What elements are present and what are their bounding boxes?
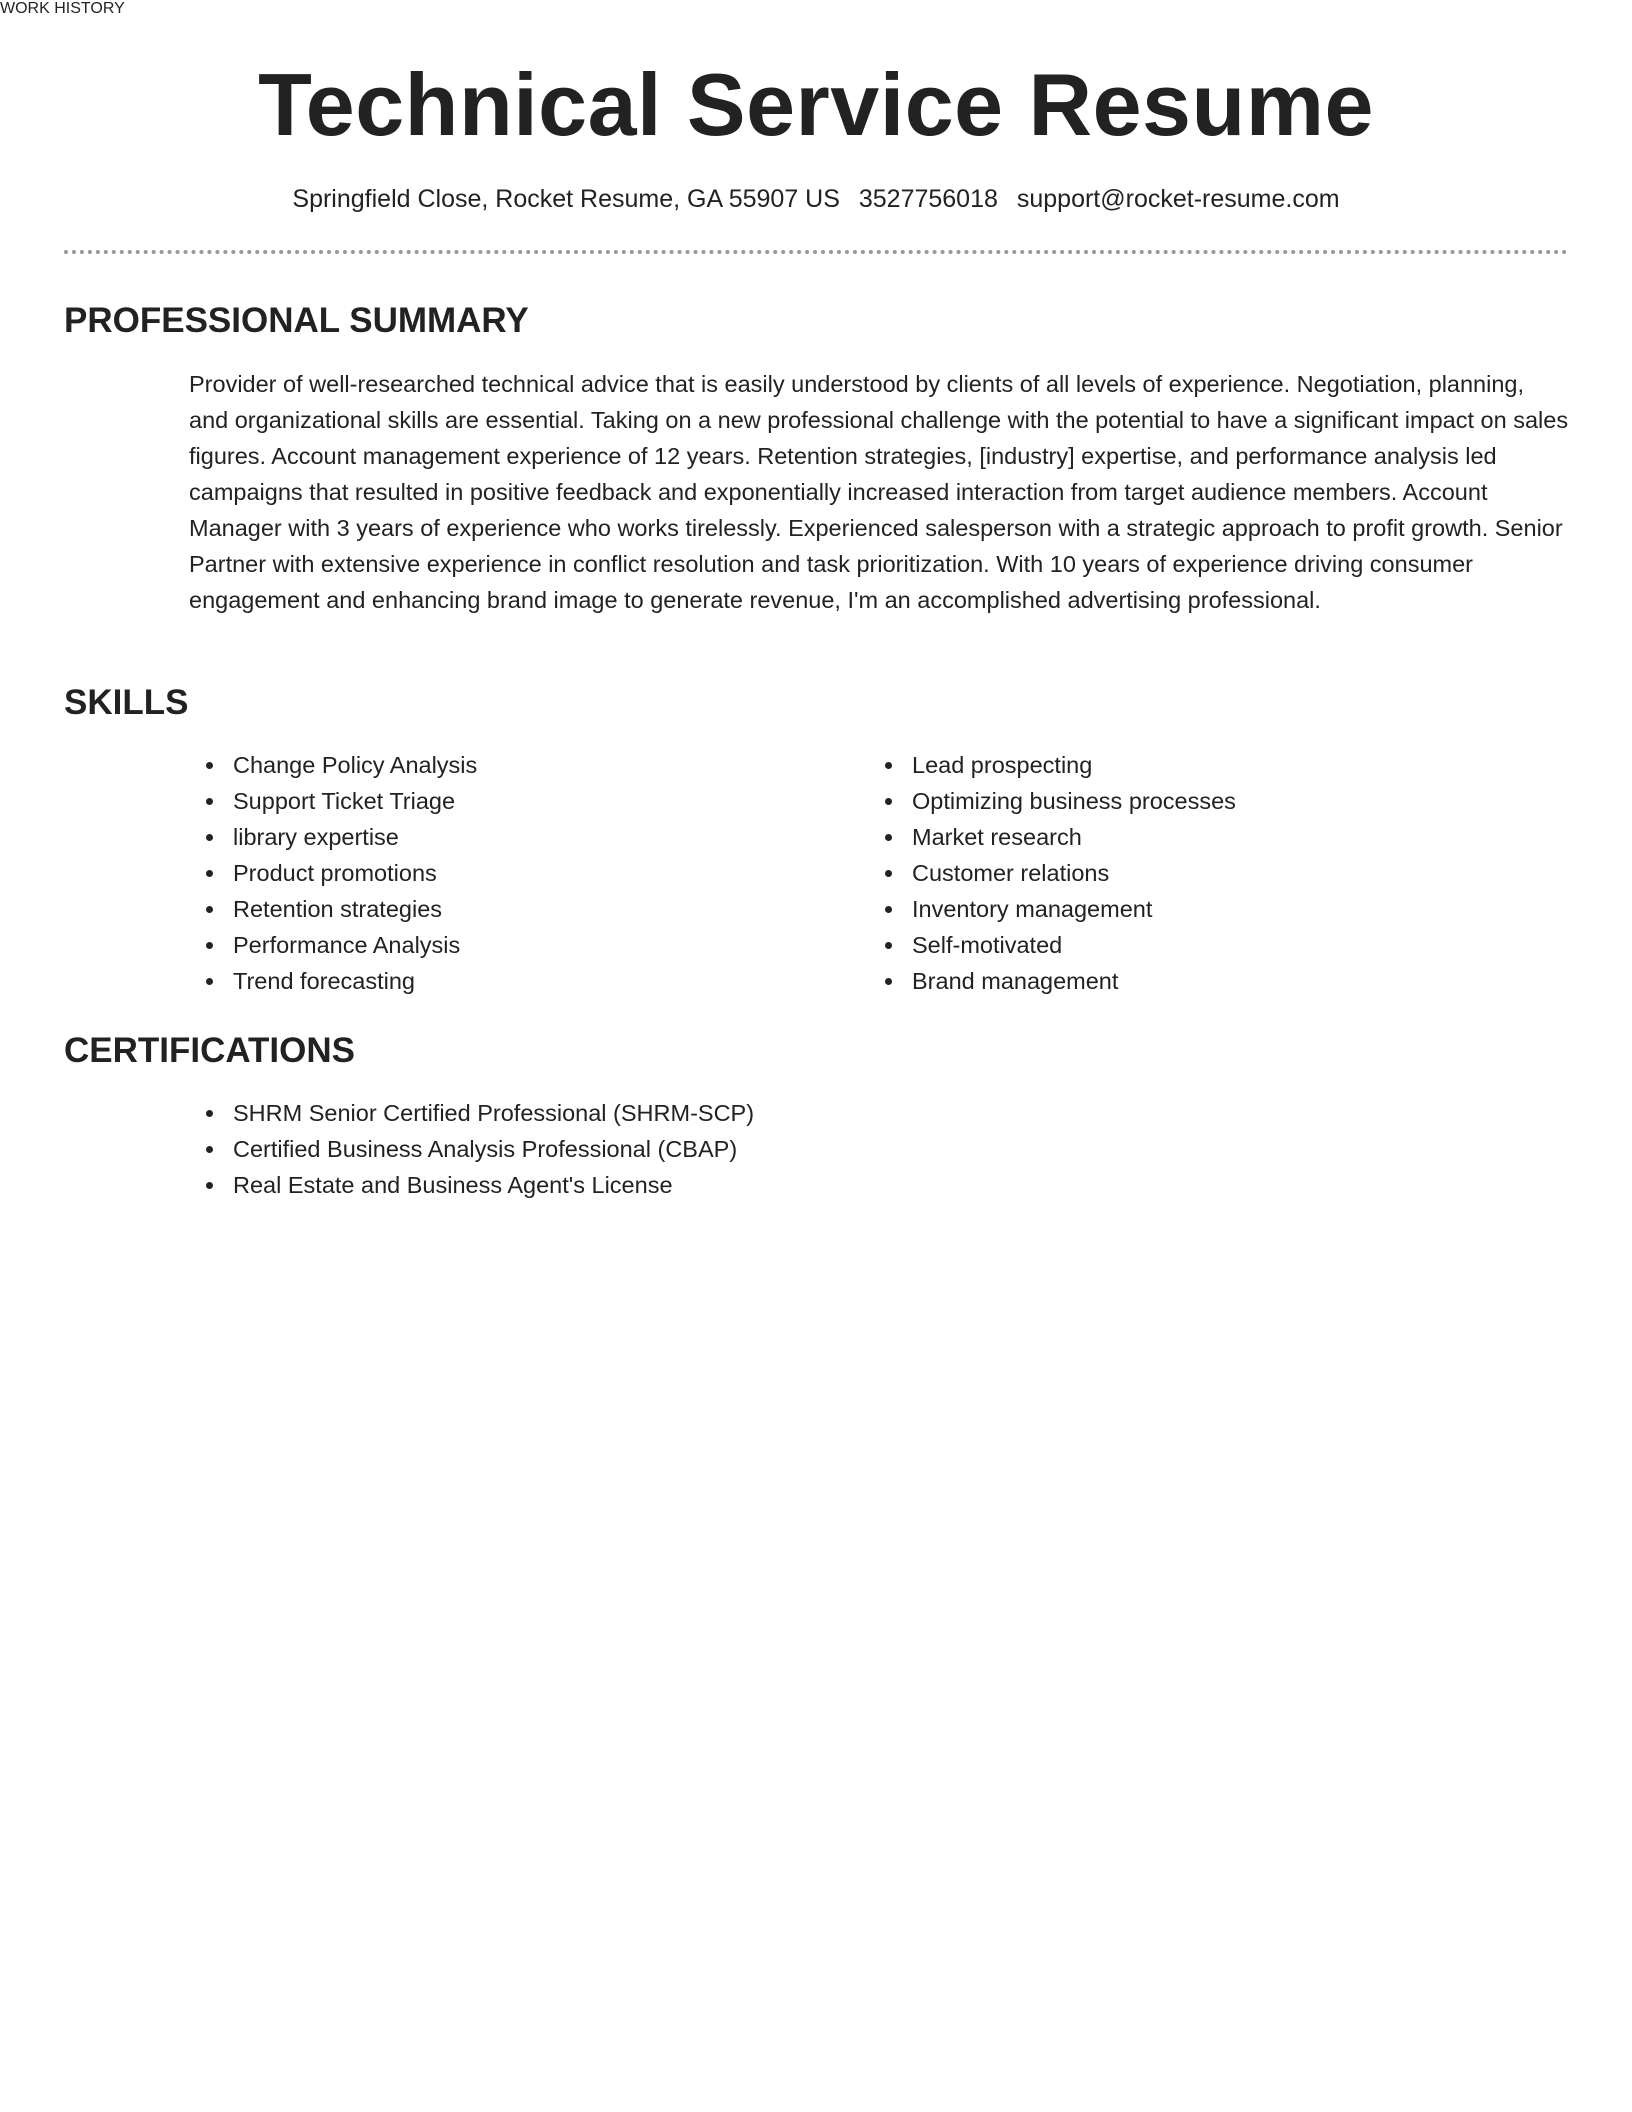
skill-item: Support Ticket Triage — [189, 783, 849, 819]
skill-item: library expertise — [189, 819, 849, 855]
contact-email[interactable]: support@rocket-resume.com — [1016, 185, 1340, 213]
skill-item: Market research — [868, 819, 1568, 855]
contact-line — [0, 181, 1632, 217]
skill-item: Inventory management — [868, 891, 1568, 927]
skill-item: Change Policy Analysis — [189, 747, 849, 783]
certification-item: SHRM Senior Certified Professional (SHRM-SCP) — [189, 1095, 1569, 1131]
contact-address: Springfield Close, Rocket Resume, GA 55907 US — [292, 185, 840, 213]
summary-text: Provider of well-researched technical advice that is easily understood by clients of all levels of experience. Negotiation, planning, and organizational skills are essential. Taking on a new professional challenge with the potential to have a significant impact on sales figures. Account management experience of 12 years. Retention strategies, [industry] expertise, and performance analysis led campaigns that resulted in positive feedback and exponentially increased interaction from target audience members. Account Manager with 3 years of experience who works tirelessly. Experienced salesperson with a strategic approach to profit growth. Senior Partner with extensive experience in conflict resolution and task prioritization. With 10 years of experience driving consumer engagement and enhancing brand image to generate revenue, I'm an accomplished advertising professional. — [189, 371, 1569, 613]
skill-item: Optimizing business processes — [868, 783, 1568, 819]
certifications-heading: CERTIFICATIONS — [64, 1031, 356, 1070]
resume-title: Technical Service Resume — [258, 55, 1374, 154]
skill-item: Customer relations — [868, 855, 1568, 891]
skills-heading: SKILLS — [64, 683, 189, 722]
contact-phone: 3527756018 — [858, 185, 998, 213]
certifications-list — [189, 1095, 1569, 1203]
skills-list-right — [868, 747, 1568, 999]
skill-item: Trend forecasting — [189, 963, 849, 999]
certification-item: Certified Business Analysis Professional (CBAP) — [189, 1131, 1569, 1167]
summary-heading: PROFESSIONAL SUMMARY — [64, 301, 529, 340]
skill-item: Product promotions — [189, 855, 849, 891]
skill-item: Brand management — [868, 963, 1568, 999]
header-divider — [64, 250, 1568, 254]
skill-item: Lead prospecting — [868, 747, 1568, 783]
skill-item: Performance Analysis — [189, 927, 849, 963]
certification-item: Real Estate and Business Agent's License — [189, 1167, 1569, 1203]
skill-item: Retention strategies — [189, 891, 849, 927]
skill-item: Self-motivated — [868, 927, 1568, 963]
skills-list-left — [189, 747, 849, 999]
work-history-heading: WORK HISTORY — [0, 0, 125, 17]
